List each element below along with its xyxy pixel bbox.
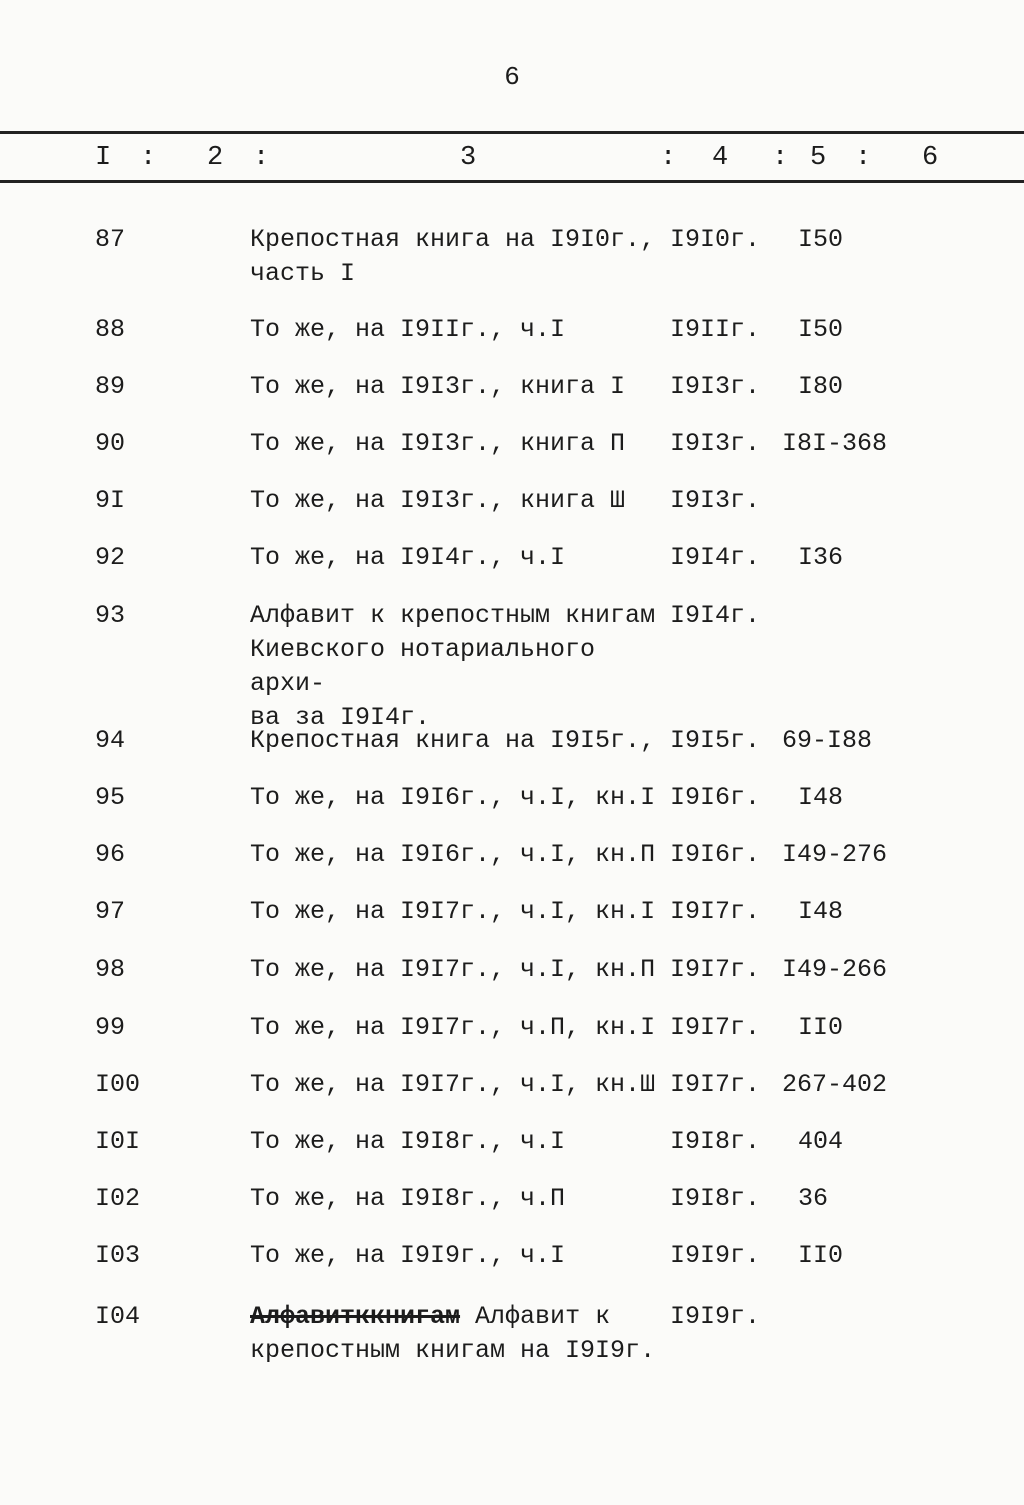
- row-sheets: II0: [798, 1241, 844, 1270]
- header-col-6: 6: [922, 143, 939, 173]
- row-sheets: I50: [798, 315, 844, 344]
- row-year: I9I7г.: [670, 1070, 761, 1099]
- row-number: I04: [95, 1302, 141, 1331]
- header-col-2: 2: [207, 143, 224, 173]
- row-number: 95: [95, 783, 126, 812]
- row-sheets: I49-276: [782, 840, 888, 869]
- row-title-rest: Алфавит к: [460, 1302, 611, 1331]
- row-sheets: II0: [798, 1013, 844, 1042]
- row-year: I9IIг.: [670, 315, 761, 344]
- row-title: То же, на I9I7г., ч.I, кн.П: [250, 955, 656, 984]
- row-title: То же, на I9I4г., ч.I: [250, 543, 566, 572]
- row-number: 94: [95, 726, 126, 755]
- header-col-3: 3: [460, 143, 477, 173]
- header-top-rule: [0, 131, 1024, 134]
- row-number: 93: [95, 601, 126, 630]
- row-title: То же, на I9I7г., ч.П, кн.I: [250, 1013, 656, 1042]
- row-number: I0I: [95, 1127, 141, 1156]
- row-year: I9I7г.: [670, 1013, 761, 1042]
- row-number: 90: [95, 429, 126, 458]
- row-title: То же, на I9I3г., книга Ш: [250, 486, 626, 515]
- row-title: То же, на I9I8г., ч.I: [250, 1127, 566, 1156]
- row-year: I9I3г.: [670, 372, 761, 401]
- row-year: I9I7г.: [670, 897, 761, 926]
- row-sheets: 404: [798, 1127, 844, 1156]
- row-year: I9I3г.: [670, 486, 761, 515]
- header-col-1: I: [95, 143, 112, 173]
- row-title: То же, на I9I7г., ч.I, кн.I: [250, 897, 656, 926]
- row-sheets: I49-266: [782, 955, 888, 984]
- header-separator: :: [660, 143, 677, 173]
- row-title: То же, на I9I6г., ч.I, кн.П: [250, 840, 656, 869]
- row-year: I9I4г.: [670, 601, 761, 630]
- row-title: Алфавит к крепостным книгам Киевского нотариального архи- ва за I9I4г.: [250, 601, 656, 732]
- row-title: То же, на I9I8г., ч.П: [250, 1184, 566, 1213]
- row-sheets: I48: [798, 783, 844, 812]
- row-year: I9I6г.: [670, 840, 761, 869]
- row-year: I9I7г.: [670, 955, 761, 984]
- row-year: I9I9г.: [670, 1241, 761, 1270]
- row-year: I9I3г.: [670, 429, 761, 458]
- header-separator: :: [772, 143, 789, 173]
- row-year: I9I8г.: [670, 1184, 761, 1213]
- struck-out-text: Алфавитккнигам: [250, 1302, 461, 1331]
- header-separator: :: [855, 143, 872, 173]
- row-title: [250, 1300, 670, 1368]
- row-number: 9I: [95, 486, 126, 515]
- row-number: 92: [95, 543, 126, 572]
- row-number: 87: [95, 225, 126, 254]
- row-number: 97: [95, 897, 126, 926]
- row-title: То же, на I9I7г., ч.I, кн.Ш: [250, 1070, 656, 1099]
- row-title: То же, на I9I6г., ч.I, кн.I: [250, 783, 656, 812]
- page-number: 6: [504, 62, 520, 92]
- row-year: I9I5г.: [670, 726, 761, 755]
- row-title: То же, на I9IIг., ч.I: [250, 315, 566, 344]
- row-number: 89: [95, 372, 126, 401]
- row-year: I9I0г.: [670, 225, 761, 254]
- row-title-line-2: крепостным книгам на I9I9г.: [250, 1336, 656, 1365]
- row-title: То же, на I9I9г., ч.I: [250, 1241, 566, 1270]
- row-number: 98: [95, 955, 126, 984]
- row-number: 99: [95, 1013, 126, 1042]
- row-year: I9I4г.: [670, 543, 761, 572]
- row-number: 88: [95, 315, 126, 344]
- row-year: I9I8г.: [670, 1127, 761, 1156]
- row-title: То же, на I9I3г., книга I: [250, 372, 626, 401]
- header-col-4: 4: [712, 143, 729, 173]
- row-sheets: 69-I88: [782, 726, 873, 755]
- row-number: I02: [95, 1184, 141, 1213]
- row-sheets: I50: [798, 225, 844, 254]
- row-title: То же, на I9I3г., книга П: [250, 429, 626, 458]
- row-sheets: 267-402: [782, 1070, 888, 1099]
- row-sheets: I48: [798, 897, 844, 926]
- header-col-5: 5: [810, 143, 827, 173]
- row-sheets: I36: [798, 543, 844, 572]
- row-number: I03: [95, 1241, 141, 1270]
- row-sheets: I80: [798, 372, 844, 401]
- row-title: Крепостная книга на I9I0г., часть I: [250, 225, 656, 288]
- row-sheets: 36: [798, 1184, 829, 1213]
- header-separator: :: [253, 143, 270, 173]
- row-number: I00: [95, 1070, 141, 1099]
- row-year: I9I6г.: [670, 783, 761, 812]
- row-number: 96: [95, 840, 126, 869]
- header-bottom-rule: [0, 180, 1024, 183]
- row-title: Крепостная книга на I9I5г.,: [250, 726, 656, 755]
- header-separator: :: [140, 143, 157, 173]
- row-sheets: I8I-368: [782, 429, 888, 458]
- row-year: I9I9г.: [670, 1302, 761, 1331]
